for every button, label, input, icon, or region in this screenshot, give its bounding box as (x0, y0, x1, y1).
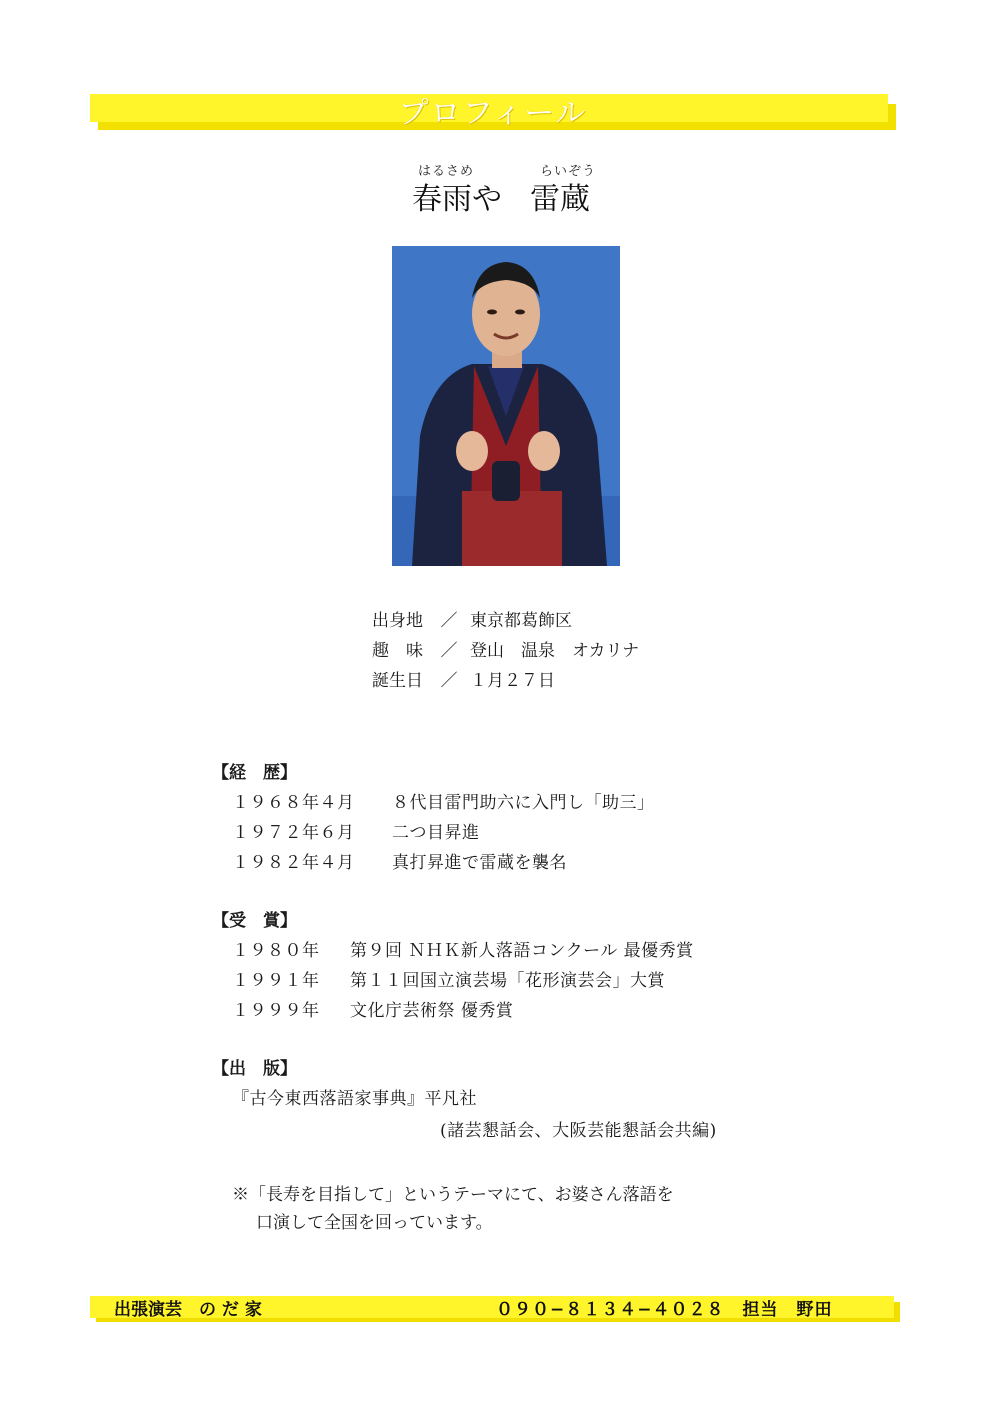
career-text: 真打昇進で雷蔵を襲名 (392, 853, 567, 873)
separator: ／ (440, 671, 458, 691)
award-year: １９９１年 (232, 971, 320, 991)
note-line-2: 口演して全国を回っています。 (256, 1213, 493, 1233)
contact-banner (90, 1294, 902, 1322)
name-family: 雷蔵 (530, 182, 590, 217)
award-row (232, 996, 513, 1021)
career-row (232, 788, 655, 813)
career-date: １９７２年６月 (232, 823, 355, 843)
publications-heading: 【出 版】 (212, 1059, 297, 1079)
name-ruby-given: はるさめ (418, 164, 475, 179)
career-date: １９８２年４月 (232, 853, 355, 873)
separator: ／ (440, 641, 458, 661)
career-heading: 【経 歴】 (212, 763, 297, 783)
performer-photo (392, 246, 620, 566)
birthplace-label: 出身地 (372, 611, 423, 631)
career-text: 二つ目昇進 (392, 823, 480, 843)
birthday-label: 誕生日 (372, 671, 423, 691)
career-row (232, 818, 480, 843)
award-row (232, 966, 665, 991)
award-row (232, 936, 694, 961)
info-hobby (372, 636, 639, 661)
career-row (232, 848, 567, 873)
career-text: ８代目雷門助六に入門し「助三」 (392, 793, 655, 813)
award-text: 文化庁芸術祭 優秀賞 (350, 1001, 514, 1021)
birthplace-value: 東京都葛飾区 (470, 611, 572, 631)
publication-credit: (諸芸懇話会、大阪芸能懇話会共編) (440, 1121, 717, 1141)
info-birthday (372, 666, 555, 691)
name-ruby-family: らいぞう (540, 164, 597, 179)
award-text: 第９回 ＮＨＫ新人落語コンクール 最優秀賞 (350, 941, 694, 961)
hobby-value: 登山 温泉 オカリナ (470, 641, 640, 661)
name-text (412, 174, 590, 218)
publication-title: 『古今東西落語家事典』平凡社 (232, 1089, 477, 1109)
note-line-1: ※「長寿を目指して」というテーマにて、お婆さん落語を (232, 1185, 674, 1205)
hobby-label: 趣 味 (372, 641, 423, 661)
award-year: １９８０年 (232, 941, 320, 961)
award-year: １９９９年 (232, 1001, 320, 1021)
name-given: 春雨や (412, 182, 502, 217)
award-text: 第１１回国立演芸場「花形演芸会」大賞 (350, 971, 665, 991)
career-date: １９６８年４月 (232, 793, 355, 813)
page-title: プロフィール (398, 96, 588, 131)
separator: ／ (440, 611, 458, 631)
birthday-value: １月２７日 (470, 671, 555, 691)
info-birthplace (372, 606, 572, 631)
title-banner (90, 94, 896, 130)
performer-photo-illustration (392, 246, 620, 566)
contact-phone: ０９０−８１３４−４０２８ 担当 野田 (496, 1300, 833, 1320)
company-name: 出張演芸 の だ 家 (114, 1300, 262, 1320)
awards-heading: 【受 賞】 (212, 911, 297, 931)
